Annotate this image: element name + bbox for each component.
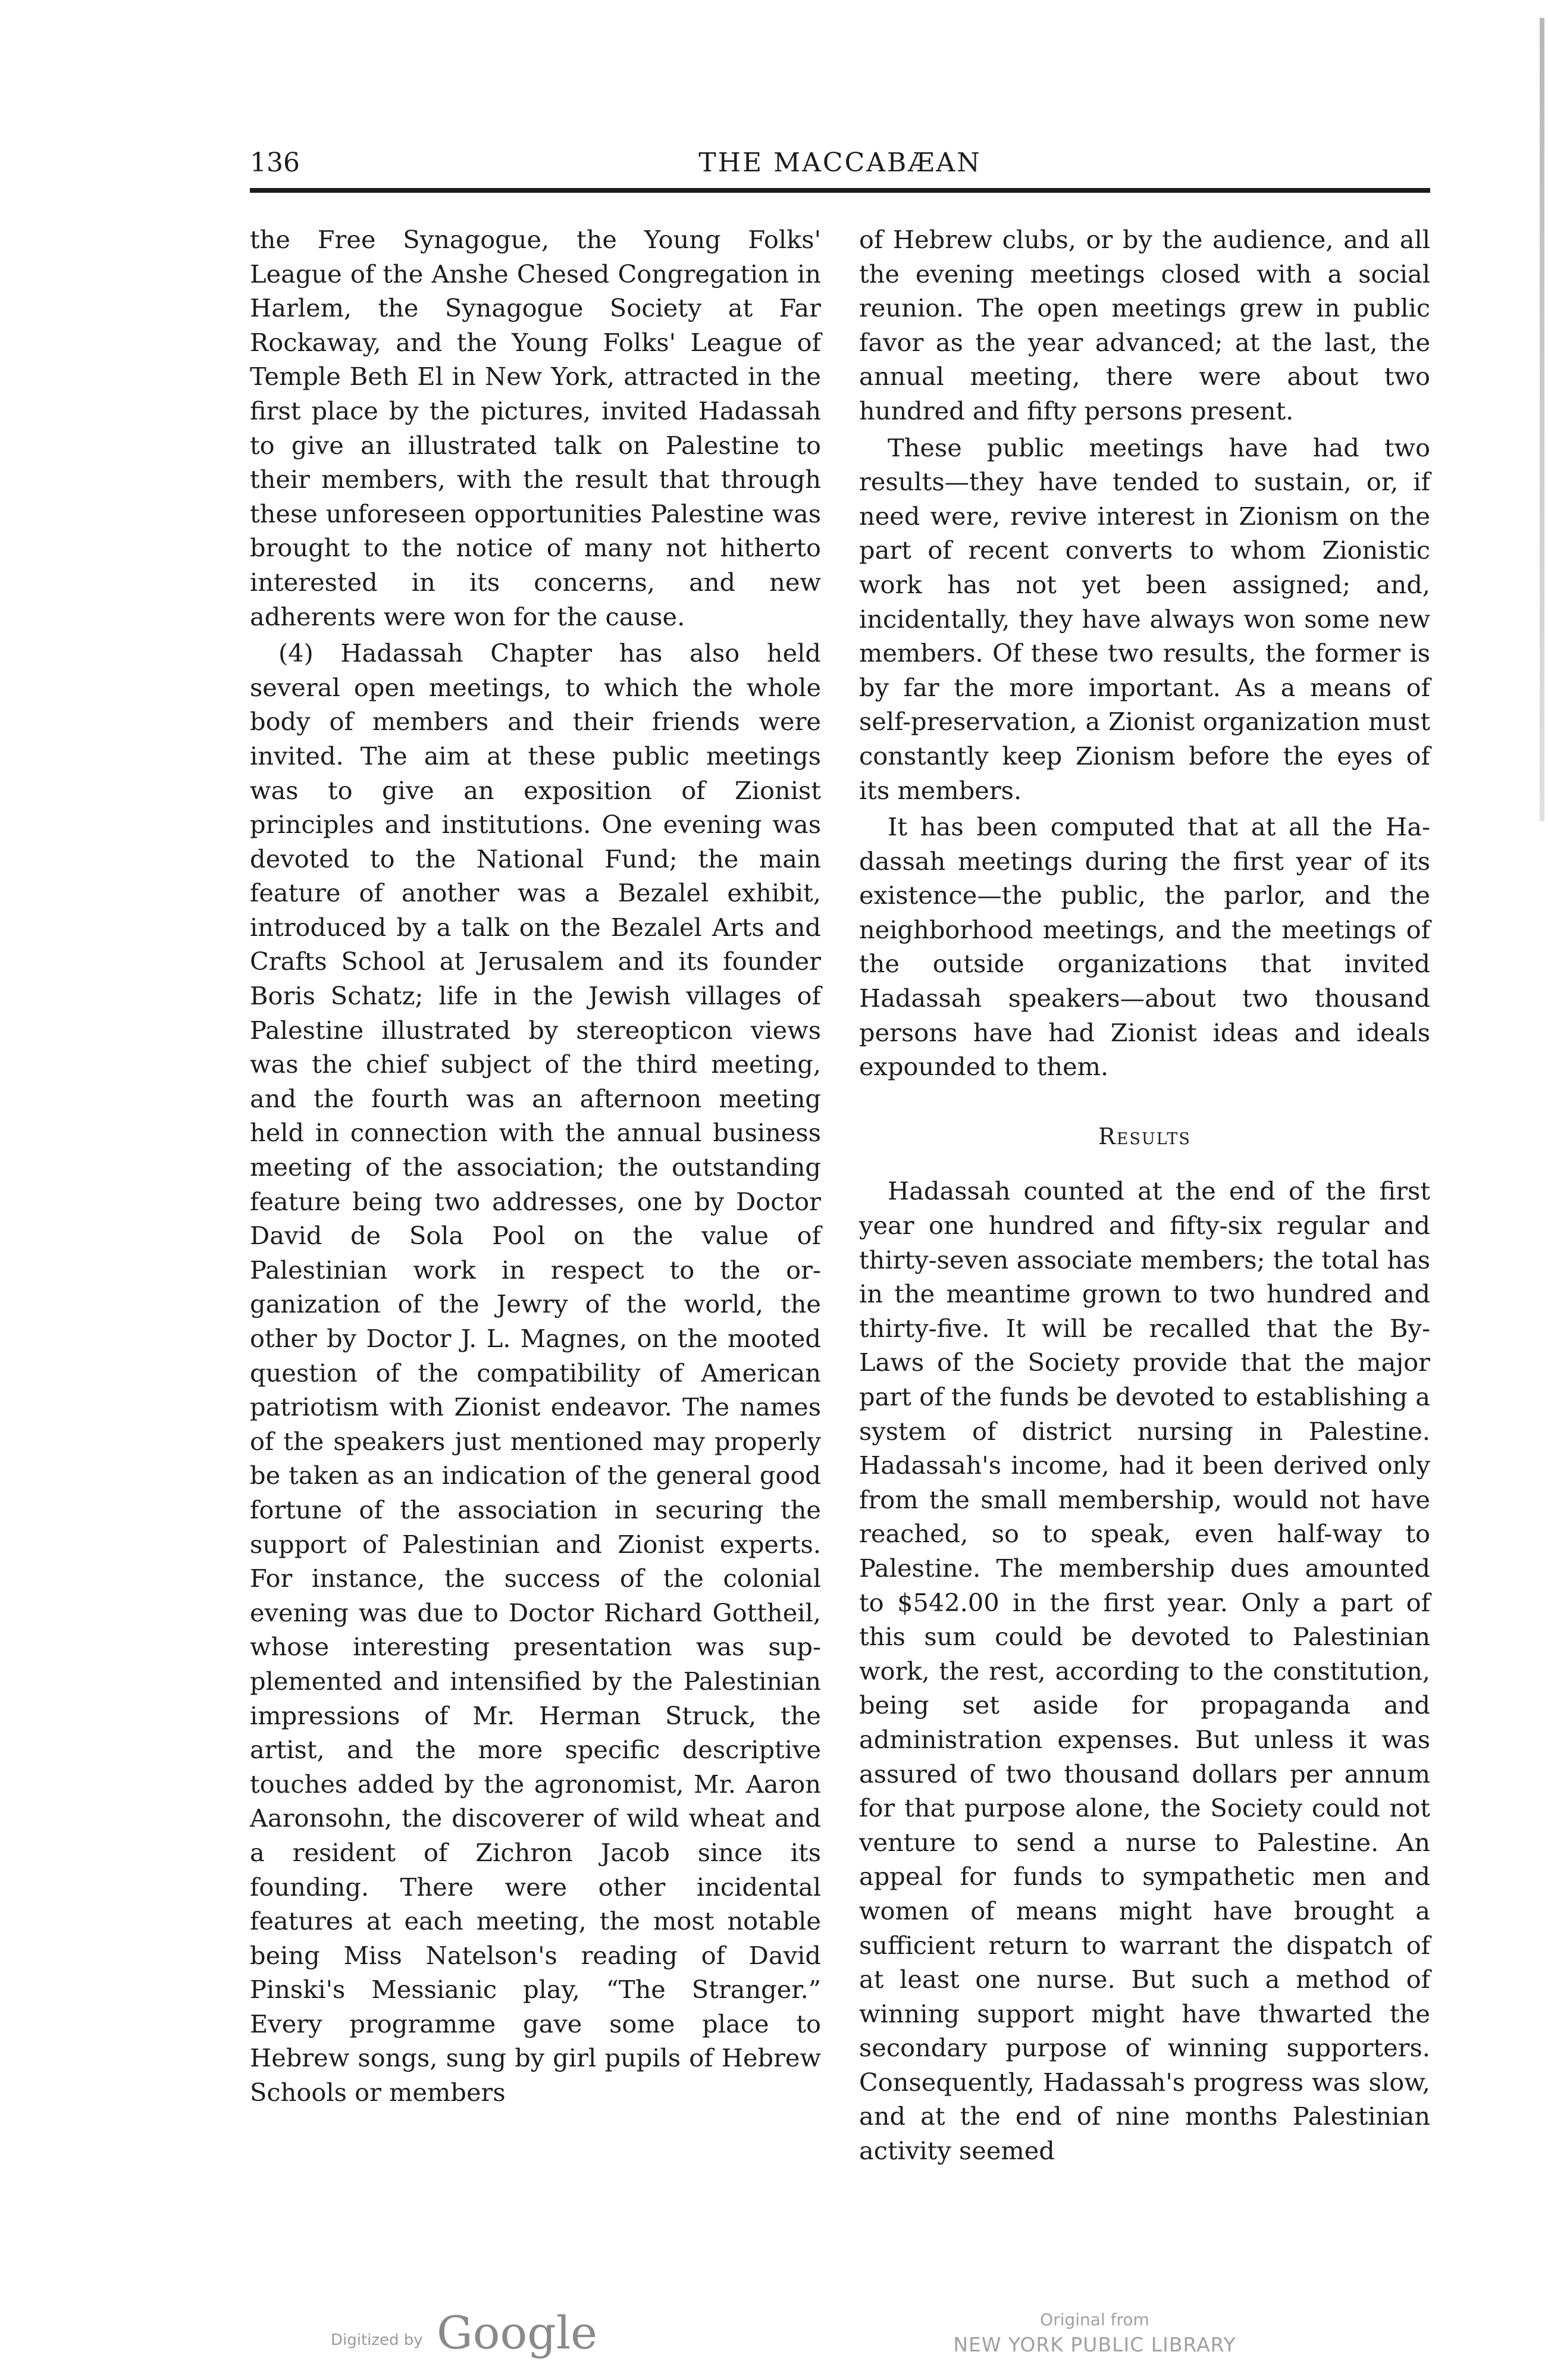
original-from-label: Original from [1040, 2310, 1149, 2329]
google-logo: Google [437, 2306, 598, 2359]
right-paragraph-3: It has been computed that at all the Hadassah meetings during the first year of its existence—the public, the parlor, and the neighborhood meetings, and the meetings of the outside organizations that invited Hadassah speakers—about two thousand persons have had Zionist ideas and ideals expounded to them. [859, 812, 1430, 1082]
digitized-by-watermark [331, 2304, 604, 2369]
left-paragraph-2: (4) Hadassah Chapter has also held several open meetings, to which the whole body of members and their friends were invited. The aim at these public meetings was to give an exposition of Zionist principles and institutions. One evening was devoted to the National Fund; the main feature of another was a Bezalel exhibit, introduced by a talk on the Bezalel Arts and Crafts School at Jerusalem and its founder Boris Schatz; life in the Jewish villages of Palestine illustrated by stereopticon views was the chief subject of the third meeting, and the fourth was an afternoon meeting held in connection with the annual business meeting of the association; the outstanding feature being two addresses, one by Doctor David de Sola Pool on the value of Palestinian work in respect to the organization of the Jewry of the world, the other by Doctor J. L. Magnes, on the mooted question of the compatibility of American patriotism with Zionist endeavor. The names of the speakers just mentioned may properly be taken as an indication of the general good fortune of the association in securing the support of Palestinian and Zionist experts. For instance, the success of the colonial evening was due to Doctor Richard Gottheil, whose interesting presentation was supplemented and intensified by the Palestinian impressions of Mr. Herman Struck, the artist, and the more specific descriptive touches added by the agronomist, Mr. Aaron Aaronsohn, the discoverer of wild wheat and a resident of Zichron Jacob since its founding. There were other incidental features at each meeting, the most notable being Miss Natelson's reading of David Pinski's Messianic play, “The Stranger.” Every programme gave some place to Hebrew songs, sung by girl pupils of Hebrew Schools or members [250, 638, 821, 2107]
left-paragraph-1: the Free Synagogue, the Young Folks' League of the Anshe Chesed Congregation in Harlem, the Synagogue Society at Far Rockaway, and the Young Folks' League of Temple Beth El in New York, attracted in the first place by the pictures, invited Hadassah to give an illustrated talk on Palestine to their members, with the result that through these unforeseen opportunities Palestine was brought to the notice of many not hitherto interested in its concerns, and new adherents were won for the cause. [250, 225, 821, 631]
left-column [250, 223, 821, 2112]
right-column [859, 223, 1430, 2171]
right-paragraph-4: Hadassah counted at the end of the first year one hundred and fifty-six regular and thirty-seven associate members; the total has in the meantime grown to two hundred and thirty-five. It will be recalled that the By-Laws of the Society provide that the major part of the funds be devoted to establishing a system of district nursing in Palestine. Hadassah's income, had it been derived only from the small membership, would not have reached, so to speak, even half-way to Palestine. The membership dues amounted to $542.00 in the first year. Only a part of this sum could be devoted to Palestinian work, the rest, according to the constitution, being set aside for propaganda and administration expenses. But unless it was assured of two thousand dollars per annum for that purpose alone, the Society could not venture to send a nurse to Palestine. An appeal for funds to sympathetic men and women of means might have brought a sufficient return to warrant the dispatch of at least one nurse. But such a method of winning support might have thwarted the secondary purpose of winning supporters. Consequently, Hadassah's progress was slow, and at the end of nine months Palestinian activity seemed [859, 1176, 1430, 2166]
original-from-watermark [934, 2309, 1255, 2359]
right-paragraph-2: These public meetings have had two results—they have tended to sustain, or, if need were, revive interest in Zionism on the part of recent converts to whom Zionistic work has not yet been assigned; and, incidentally, they have always won some new members. Of these two results, the former is by far the more important. As a means of self-preservation, a Zionist organization must constantly keep Zionism before the eyes of its members. [859, 433, 1430, 805]
scan-edge-mark [1540, 18, 1544, 821]
page-header [250, 145, 1430, 181]
page-number: 136 [250, 148, 300, 178]
right-paragraph-1: of Hebrew clubs, or by the audience, and all the evening meetings closed with a social reunion. The open meetings grew in public favor as the year advanced; at the last, the annual meeting, there were about two hundred and fifty persons present. [859, 225, 1430, 425]
section-heading-results: Results [1098, 1123, 1191, 1150]
digitized-by-label: Digitized by [331, 2331, 423, 2349]
running-title: THE MACCABÆAN [698, 148, 982, 178]
library-name: NEW YORK PUBLIC LIBRARY [953, 2333, 1236, 2356]
header-rule [250, 188, 1430, 193]
